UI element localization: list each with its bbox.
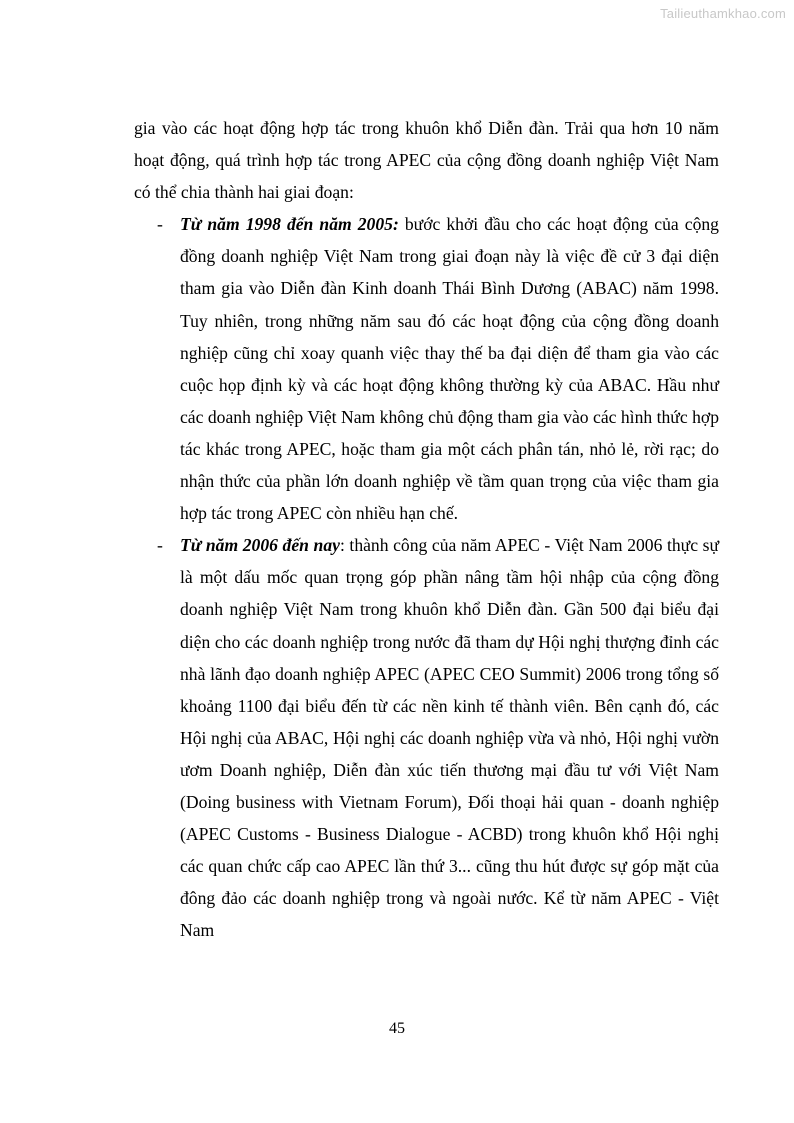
bullet-dash: -	[157, 214, 163, 235]
list-item	[134, 529, 719, 946]
list-item-text	[180, 208, 719, 529]
bullet-dash: -	[157, 535, 163, 556]
list-item-heading: Từ năm 2006 đến nay	[180, 535, 340, 556]
list-item-text	[180, 529, 719, 946]
list-item-separator: :	[339, 535, 345, 556]
list-item-body: thành công của năm APEC - Việt Nam 2006 thực sự là một dấu mốc quan trọng góp phần nâng tầm hội nhập của cộng đồng doanh nghiệp Việt Nam trong khuôn khổ Diễn đàn. Gần 500 đại biểu đại diện cho các doanh nghiệp trong nước đã tham dự Hội nghị thượng đỉnh các nhà lãnh đạo doanh nghiệp APEC (APEC CEO Summit) 2006 trong tổng số khoảng 1100 đại biểu đến từ các nền kinh tế thành viên. Bên cạnh đó, các Hội nghị của ABAC, Hội nghị các doanh nghiệp vừa và nhỏ, Hội nghị vườn ươm Doanh nghiệp, Diễn đàn xúc tiến thương mại đầu tư với Việt Nam (Doing business with Vietnam Forum), Đối thoại hải quan - doanh nghiệp (APEC Customs - Business Dialogue - ACBD) trong khuôn khổ Hội nghị các quan chức cấp cao APEC lần thứ 3... cũng thu hút được sự góp mặt của đông đảo các doanh nghiệp trong và ngoài nước. Kể từ năm APEC - Việt Nam	[180, 535, 720, 941]
list-item-heading: Từ năm 1998 đến năm 2005	[180, 214, 393, 235]
list-item	[134, 208, 719, 529]
watermark: Tailieuthamkhao.com	[660, 6, 786, 21]
list-item-body: bước khởi đầu cho các hoạt động của cộng đồng doanh nghiệp Việt Nam trong giai đoạn này là việc đề cử 3 đại diện tham gia vào Diễn đàn Kinh doanh Thái Bình Dương (ABAC) năm 1998. Tuy nhiên, trong những năm sau đó các hoạt động của cộng đồng doanh nghiệp cũng chỉ xoay quanh việc thay thế ba đại diện để tham gia vào các cuộc họp định kỳ và các hoạt động không thường kỳ của ABAC. Hầu như các doanh nghiệp Việt Nam không chủ động tham gia vào các hình thức hợp tác khác trong APEC, hoặc tham gia một cách phân tán, nhỏ lẻ, rời rạc; do nhận thức của phần lớn doanh nghiệp về tầm quan trọng của việc tham gia hợp tác trong APEC còn nhiều hạn chế.	[180, 214, 719, 524]
list-item-separator: :	[392, 214, 399, 235]
page-number: 45	[389, 1020, 405, 1037]
intro-paragraph: gia vào các hoạt động hợp tác trong khuôn khổ Diễn đàn. Trải qua hơn 10 năm hoạt động, quá trình hợp tác trong APEC của cộng đồng doanh nghiệp Việt Nam có thể chia thành hai giai đoạn:	[134, 118, 719, 203]
document-body	[134, 112, 719, 946]
